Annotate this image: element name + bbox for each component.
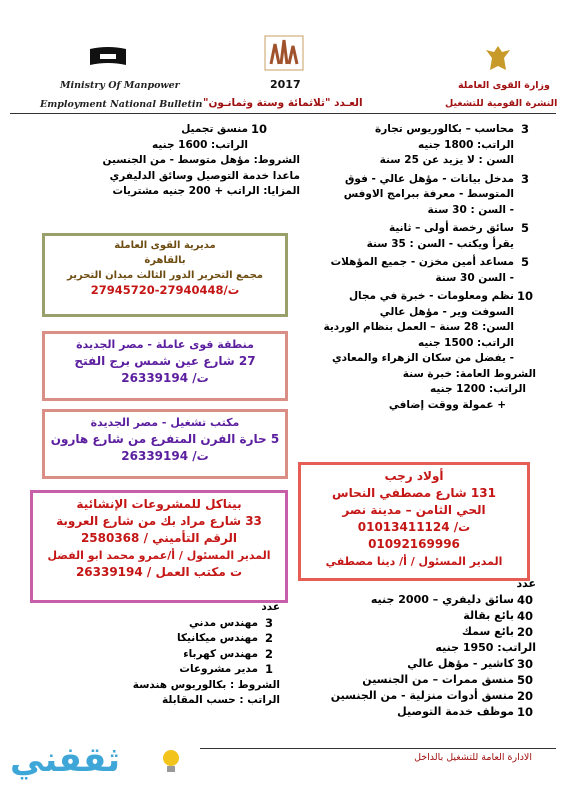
job-item: 10 نظم ومعلومات - خبرة في مجال <box>348 289 533 303</box>
bulletin-en: Employment National Bulletin <box>40 99 203 110</box>
list-item: 30 كاشير - مؤهل عالي <box>407 657 533 671</box>
count-label: عدد <box>516 577 536 590</box>
box-line: 5 حارة الفرن المتفرع من شارع هارون <box>50 432 280 446</box>
bulletin-emblem <box>263 34 305 72</box>
list-item: 10 موظف خدمة التوصيل <box>397 705 533 719</box>
masr-region-box <box>42 331 288 401</box>
box-phone: ت/ 26339194 <box>121 371 209 385</box>
list-item: 2 مهندس كهرباء <box>183 646 273 661</box>
job-line: يقرأ ويكتب - السن : 35 سنة <box>366 237 514 250</box>
job-line: الشروط العامة: خبرة سنة <box>402 367 536 380</box>
list-item: 1 مدير مشروعات <box>179 662 273 676</box>
flag-logo <box>88 46 128 68</box>
job-line: المتوسط - معرفة ببرامج الاوفس <box>343 188 514 200</box>
retail-jobs-list <box>301 576 536 720</box>
lightbulb-icon <box>160 748 182 778</box>
job-line: ماعدا خدمة التوصيل وسائق الدليفري <box>109 169 300 182</box>
job-line: السن : لا يزيد عن 25 سنة <box>379 154 514 166</box>
job-line: الراتب: 1600 جنيه <box>152 138 248 151</box>
job-line: السوفت وير - مؤهل عالي <box>379 305 514 318</box>
job-item: 10 منسق تجميل <box>181 122 267 136</box>
list-item: 40 سائق دليفري – 2000 جنيه <box>370 593 533 607</box>
count-label: عدد <box>261 601 280 613</box>
box-line: بيناكل للمشروعات الإنشائية <box>76 497 242 511</box>
box-phone: ت مكتب العمل / 26339194 <box>75 565 243 579</box>
job-line: الشروط: مؤهل متوسط - من الجنسين <box>102 154 300 166</box>
issue-title: العـدد "ثلاثمائة وستة وثمانـون" <box>203 97 363 109</box>
box-phone: 01092169996 <box>368 537 460 551</box>
year: 2017 <box>270 78 301 91</box>
header-divider <box>10 113 556 114</box>
box-phone: ت/ 01013411124 <box>357 520 471 534</box>
box-line: الحي الثامن – مدينة نصر <box>342 503 486 517</box>
beniakl-box <box>30 490 288 603</box>
masr-office-box <box>42 409 288 479</box>
watermark-text: ثقفني <box>10 740 120 780</box>
job-item: 3 مدخل بيانات - مؤهل عالي - فوق <box>344 171 529 186</box>
job-line: السن: 28 سنة – العمل بنظام الوردية <box>323 321 514 333</box>
list-item: 20 منسق أدوات منزلية - من الجنسين <box>330 689 533 703</box>
eagle-logo <box>484 44 512 74</box>
right-jobs <box>301 122 536 413</box>
box-line: المدير المسئول / أ/ دينا مصطفي <box>325 555 503 568</box>
box-line: المدير المسئول / أ/عمرو محمد ابو الفضل <box>47 549 271 562</box>
box-line: منطقة قوى عاملة - مصر الجديدة <box>76 338 254 351</box>
box-line: 33 شارع مراد بك من شارع العروبة <box>56 514 262 528</box>
box-line: 131 شارع مصطفي النحاس <box>332 486 496 500</box>
box-line: أولاد رجب <box>384 469 444 483</box>
list-item: 3 مهندس مدني <box>188 615 273 630</box>
footer-divider <box>200 748 556 749</box>
left-job <box>20 122 300 200</box>
engineers-list <box>110 600 280 709</box>
box-line: الرقم التأميني / 2580368 <box>80 531 238 545</box>
job-item: 5 سائق رخصة أولى – ثانية <box>388 221 529 235</box>
job-line: - يفضل من سكان الزهراء والمعادي <box>332 352 514 364</box>
footer-admin: الادارة العامة للتشغيل بالداخل <box>414 752 532 763</box>
list-item: 40 بائع بقالة <box>463 609 533 623</box>
list-item: 20 بائع سمك <box>461 625 533 639</box>
job-line: الراتب: 1500 جنيه <box>418 336 514 349</box>
list-item: 2 مهندس ميكانيكا <box>176 631 273 645</box>
salary: الراتب : حسب المقابلة <box>162 694 280 706</box>
salary: الراتب: 1950 جنيه <box>435 641 536 654</box>
awlad-ragab-box <box>298 462 530 581</box>
job-line: - السن : 30 سنة <box>427 203 514 216</box>
job-line: + عمولة ووقت إضافي <box>388 398 506 411</box>
ministry-en: Ministry Of Manpower <box>60 80 180 91</box>
ministry-ar: وزارة القوى العاملة <box>458 80 550 91</box>
bulletin-ar: النشرة القومية للتشغيل <box>445 98 558 109</box>
job-line: المزايا: الراتب + 200 جنيه مشتريات <box>112 185 300 197</box>
job-line: الراتب: 1800 جنيه <box>418 138 514 151</box>
box-line: بالقاهرة <box>144 255 186 266</box>
cairo-directorate-box <box>42 233 288 317</box>
box-line: 27 شارع عين شمس برج الفتح <box>74 354 256 368</box>
watermark-logo <box>10 738 185 788</box>
box-line: مجمع التحرير الدور الثالث ميدان التحرير <box>67 270 263 281</box>
job-line: - السن 30 سنة <box>435 271 514 284</box>
box-line: مكتب تشغيل - مصر الجديدة <box>90 416 240 429</box>
job-item: 3 محاسب – بكالوريوس تجارة <box>375 122 529 136</box>
list-item: 50 منسق ممرات – من الجنسين <box>362 673 533 687</box>
job-line: الراتب: 1200 جنيه <box>430 383 526 395</box>
box-phone: ت/ 26339194 <box>121 449 209 463</box>
box-phone: ت/27940448-27945720 <box>90 283 240 297</box>
conditions: الشروط : بكالوريوس هندسة <box>132 678 280 691</box>
job-item: 5 مساعد أمين مخزن - جميع المؤهلات <box>330 255 529 269</box>
box-line: مديرية القوى العاملة <box>114 240 216 251</box>
